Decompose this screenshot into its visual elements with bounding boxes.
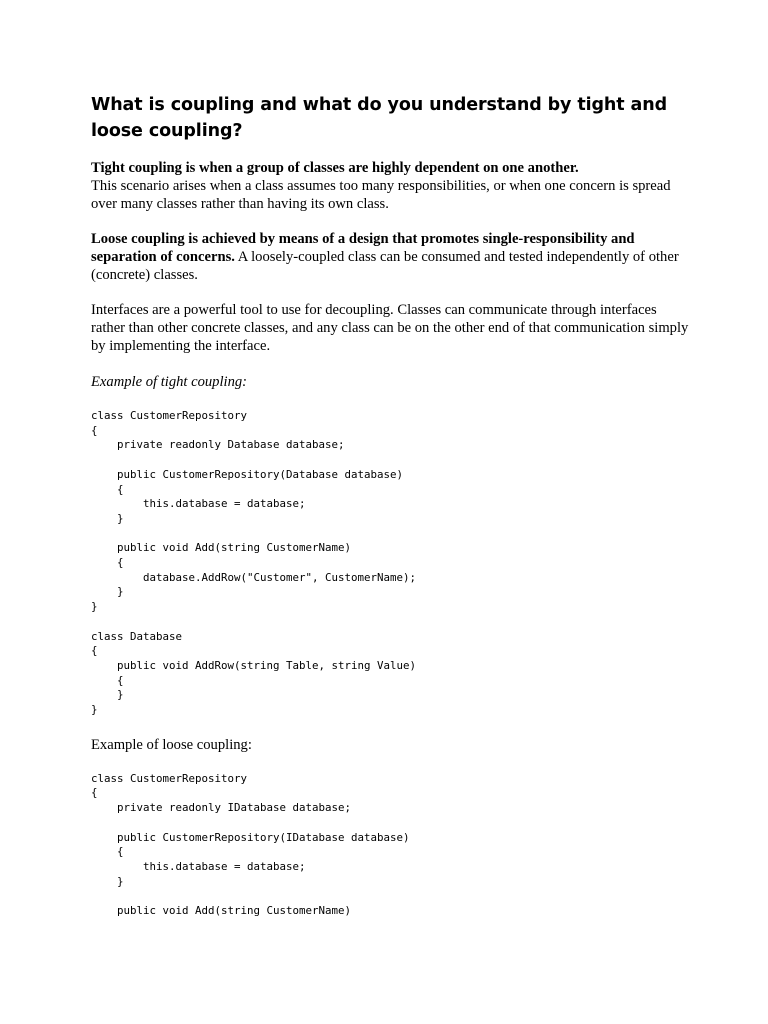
document-page: [91, 92, 691, 919]
code-line: public CustomerRepository(Database database): [91, 467, 404, 481]
code-line: class Database: [91, 629, 183, 643]
code-line: [91, 527, 691, 542]
code-line: database.AddRow("Customer", CustomerName);: [91, 570, 417, 584]
code-line: }: [91, 600, 98, 614]
loose-coupling-definition: Loose coupling is achieved by means of a design that promotes single-responsibility and separation of concerns.: [91, 231, 635, 265]
code-line: [91, 615, 691, 630]
loose-coupling-paragraph: [91, 230, 691, 284]
loose-coupling-code-block: [91, 772, 691, 919]
code-line: }: [91, 703, 98, 717]
code-line: {: [91, 482, 124, 496]
code-line: }: [91, 688, 124, 702]
loose-coupling-explanation: A loosely-coupled class can be consumed and tested independently of other (concrete) classes.: [91, 249, 679, 283]
code-line: [91, 816, 691, 831]
code-line: public void Add(string CustomerName): [91, 541, 352, 555]
code-line: }: [91, 585, 124, 599]
code-line: }: [91, 511, 124, 525]
tight-coupling-explanation: This scenario arises when a class assumes too many responsibilities, or when one concern is spread over many classes rather than having its own class.: [91, 178, 671, 212]
code-line: this.database = database;: [91, 497, 306, 511]
code-line: private readonly Database database;: [91, 438, 345, 452]
code-line: this.database = database;: [91, 859, 306, 873]
code-line: class CustomerRepository: [91, 409, 248, 422]
code-line: {: [91, 845, 124, 859]
code-line: private readonly IDatabase database;: [91, 801, 352, 815]
page-title: What is coupling and what do you understand by tight and loose coupling?: [91, 95, 668, 141]
code-line: {: [91, 423, 98, 437]
code-line: {: [91, 673, 124, 687]
tight-coupling-paragraph: [91, 159, 691, 213]
tight-coupling-definition: Tight coupling is when a group of classes are highly dependent on one another.: [91, 160, 579, 176]
interfaces-paragraph: Interfaces are a powerful tool to use for decoupling. Classes can communicate through interfaces rather than other concrete classes, and any class can be on the other end of that communication simply by implementing the interface.: [91, 302, 689, 354]
code-line: [91, 889, 691, 904]
code-line: }: [91, 874, 124, 888]
loose-example-label: Example of loose coupling:: [91, 736, 252, 753]
code-line: {: [91, 644, 98, 658]
code-line: {: [91, 786, 98, 800]
code-line: {: [91, 556, 124, 570]
tight-example-label: Example of tight coupling:: [91, 374, 248, 390]
code-line: public CustomerRepository(IDatabase database): [91, 830, 410, 844]
code-line: [91, 453, 691, 468]
code-line: public void Add(string CustomerName): [91, 904, 352, 918]
code-line: public void AddRow(string Table, string Value): [91, 658, 417, 672]
tight-coupling-code-block: [91, 409, 691, 718]
code-line: class CustomerRepository: [91, 771, 248, 785]
